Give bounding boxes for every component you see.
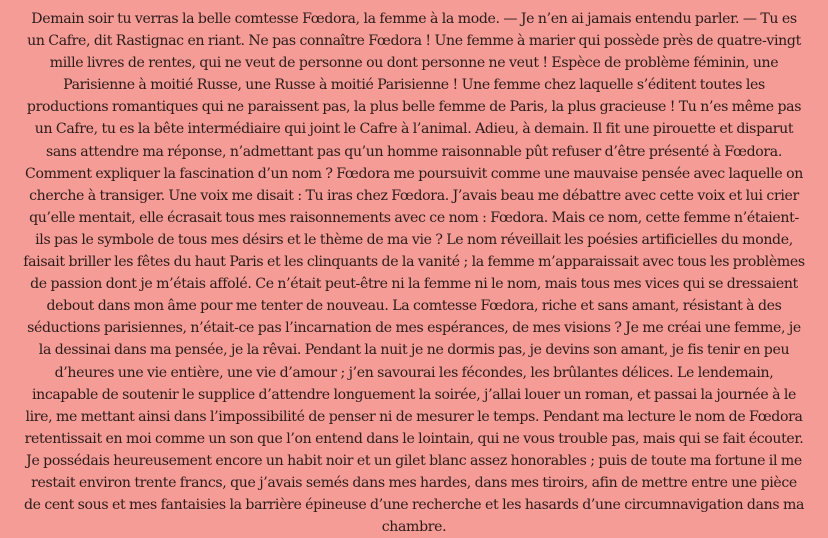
body-paragraph: Demain soir tu verras la belle comtesse Fœdora, la femme à la mode. — Je n’en ai jamais entendu parler. — Tu es un Cafre, dit Rastignac en riant. Ne pas connaître Fœdora ! Une femme à marier qui possède près de quatre-vingt mille livres de rentes, qui ne veut de personne ou dont personne ne veut ! Espèce de problème féminin, une Parisienne à moitié Russe, une Russe à moitié Parisienne ! Une femme chez laquelle s’éditent toutes les productions romantiques qui ne paraissent pas, la plus belle femme de Paris, la plus gracieuse ! Tu n’es même pas un Cafre, tu es la bête intermédiaire qui joint le Cafre à l’animal. Adieu, à demain. Il fit une pirouette et disparut sans attendre ma réponse, n’admettant pas qu’un homme raisonnable pût refuser d’être présenté à Fœdora. Comment expliquer la fascination d’un nom ? Fœdora me poursuivit comme une mauvaise pensée avec laquelle on cherche à transiger. Une voix me disait : Tu iras chez Fœdora. J’avais beau me débattre avec cette voix et lui crier qu’elle mentait, elle écrasait tous mes raisonnements avec ce nom : Fœdora. Mais ce nom, cette femme n’étaient-ils pas le symbole de tous mes désirs et le thème de ma vie ? Le nom réveillait les poésies artificielles du monde, faisait briller les fêtes du haut Paris et les clinquants de la vanité ; la femme m’apparaissait avec tous les problèmes de passion dont je m’étais affolé. Ce n’était peut-être ni la femme ni le nom, mais tous mes vices qui se dressaient debout dans mon âme pour me tenter de nouveau. La comtesse Fœdora, riche et sans amant, résistant à des séductions parisiennes, n’était-ce pas l’incarnation de mes espérances, de mes visions ? Je me créai une femme, je la dessinai dans ma pensée, je la rêvai. Pendant la nuit je ne dormis pas, je devins son amant, je fis tenir en peu d’heures une vie entière, une vie d’amour ; j’en savourai les fécondes, les brûlantes délices. Le lendemain, incapable de soutenir le supplice d’attendre longuement la soirée, j’allai louer un roman, et passai la journée à le lire, me mettant ainsi dans l’impossibilité de penser ni de mesurer le temps. Pendant ma lecture le nom de Fœdora retentissait en moi comme un son que l’on entend dans le lointain, qui ne vous trouble pas, mais qui se fait écouter. Je possédais heureusement encore un habit noir et un gilet blanc assez honorables ; puis de toute ma fortune il me restait environ trente francs, que j’avais semés dans mes hardes, dans mes tiroirs, afin de mettre entre une pièce de cent sous et mes fantaisies la barrière épineuse d’une recherche et les hasards d’une circumnavigation dans ma chambre. xyxy=(23,11,805,536)
